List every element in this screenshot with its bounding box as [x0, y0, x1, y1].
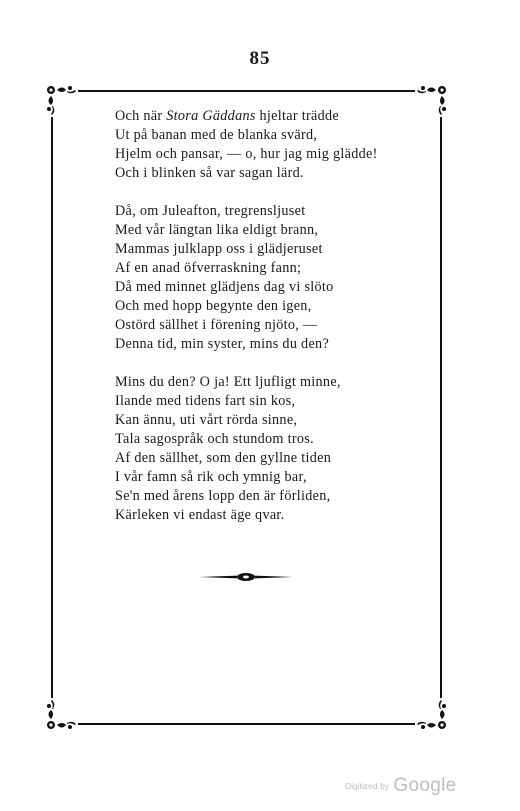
poem-line [115, 145, 435, 164]
border-left-line [51, 117, 53, 698]
line-text: Och i blinken så var sagan lärd. [115, 165, 304, 181]
poem-line [115, 202, 435, 221]
line-text: Se'n med årens lopp den är förliden, [115, 488, 331, 504]
stanza [115, 373, 435, 525]
poem-line [115, 126, 435, 145]
poem-line [115, 430, 435, 449]
poem-line [115, 487, 435, 506]
poem-line [115, 221, 435, 240]
watermark-prefix: Digitized by [345, 781, 389, 791]
page-number: 85 [249, 48, 271, 69]
line-text: hjeltar trädde [255, 108, 339, 124]
stanza [115, 202, 435, 354]
poem-line [115, 449, 435, 468]
line-text: Tala sagospråk och stundom tros. [115, 431, 314, 447]
poem-line [115, 316, 435, 335]
line-text: Ut på banan med de blanka svärd, [115, 127, 318, 143]
poem-line [115, 373, 435, 392]
google-digitized-watermark [345, 775, 456, 797]
line-text: Då med minnet glädjens dag vi slöto [115, 279, 334, 295]
section-divider-ornament-icon [199, 572, 293, 582]
line-text: Ilande med tidens fart sin kos, [115, 393, 296, 409]
poem-line [115, 506, 435, 525]
poem-line [115, 335, 435, 354]
line-text: Hjelm och pansar, — o, hur jag mig glädde! [115, 146, 378, 162]
line-text: Och när [115, 108, 167, 124]
poem-line [115, 278, 435, 297]
poem-line [115, 297, 435, 316]
poem-line [115, 164, 435, 183]
google-logo: Google [393, 775, 457, 796]
line-text: Ostörd sällhet i förening njöto, — [115, 317, 318, 333]
line-text: Då, om Juleafton, tregrensljuset [115, 203, 306, 219]
line-text: Kan ännu, uti vårt rörda sinne, [115, 412, 298, 428]
poem-text [115, 107, 435, 544]
line-text: Och med hopp begynte den igen, [115, 298, 312, 314]
line-text: Kärleken vi endast äge qvar. [115, 507, 285, 523]
line-text: Af en anad öfverraskning fann; [115, 260, 302, 276]
poem-line [115, 259, 435, 278]
poem-line [115, 240, 435, 259]
italic-text: Stora Gäddans [166, 108, 256, 124]
line-text: Mins du den? O ja! Ett ljufligt minne, [115, 374, 341, 390]
corner-ornament-icon [40, 79, 84, 123]
line-text: Med vår längtan lika eldigt brann, [115, 222, 319, 238]
border-bottom-line [78, 723, 415, 725]
line-text: Af den sällhet, som den gyllne tiden [115, 450, 332, 466]
poem-line [115, 392, 435, 411]
border-right-line [440, 117, 442, 698]
poem-line [115, 411, 435, 430]
poem-line [115, 107, 435, 126]
border-top-line [78, 90, 415, 92]
corner-ornament-icon [40, 692, 84, 736]
corner-ornament-icon [409, 692, 453, 736]
line-text: Denna tid, min syster, mins du den? [115, 336, 330, 352]
poem-line [115, 468, 435, 487]
line-text: Mammas julklapp oss i glädjeruset [115, 241, 323, 257]
line-text: I vår famn så rik och ymnig bar, [115, 469, 307, 485]
stanza [115, 107, 435, 183]
